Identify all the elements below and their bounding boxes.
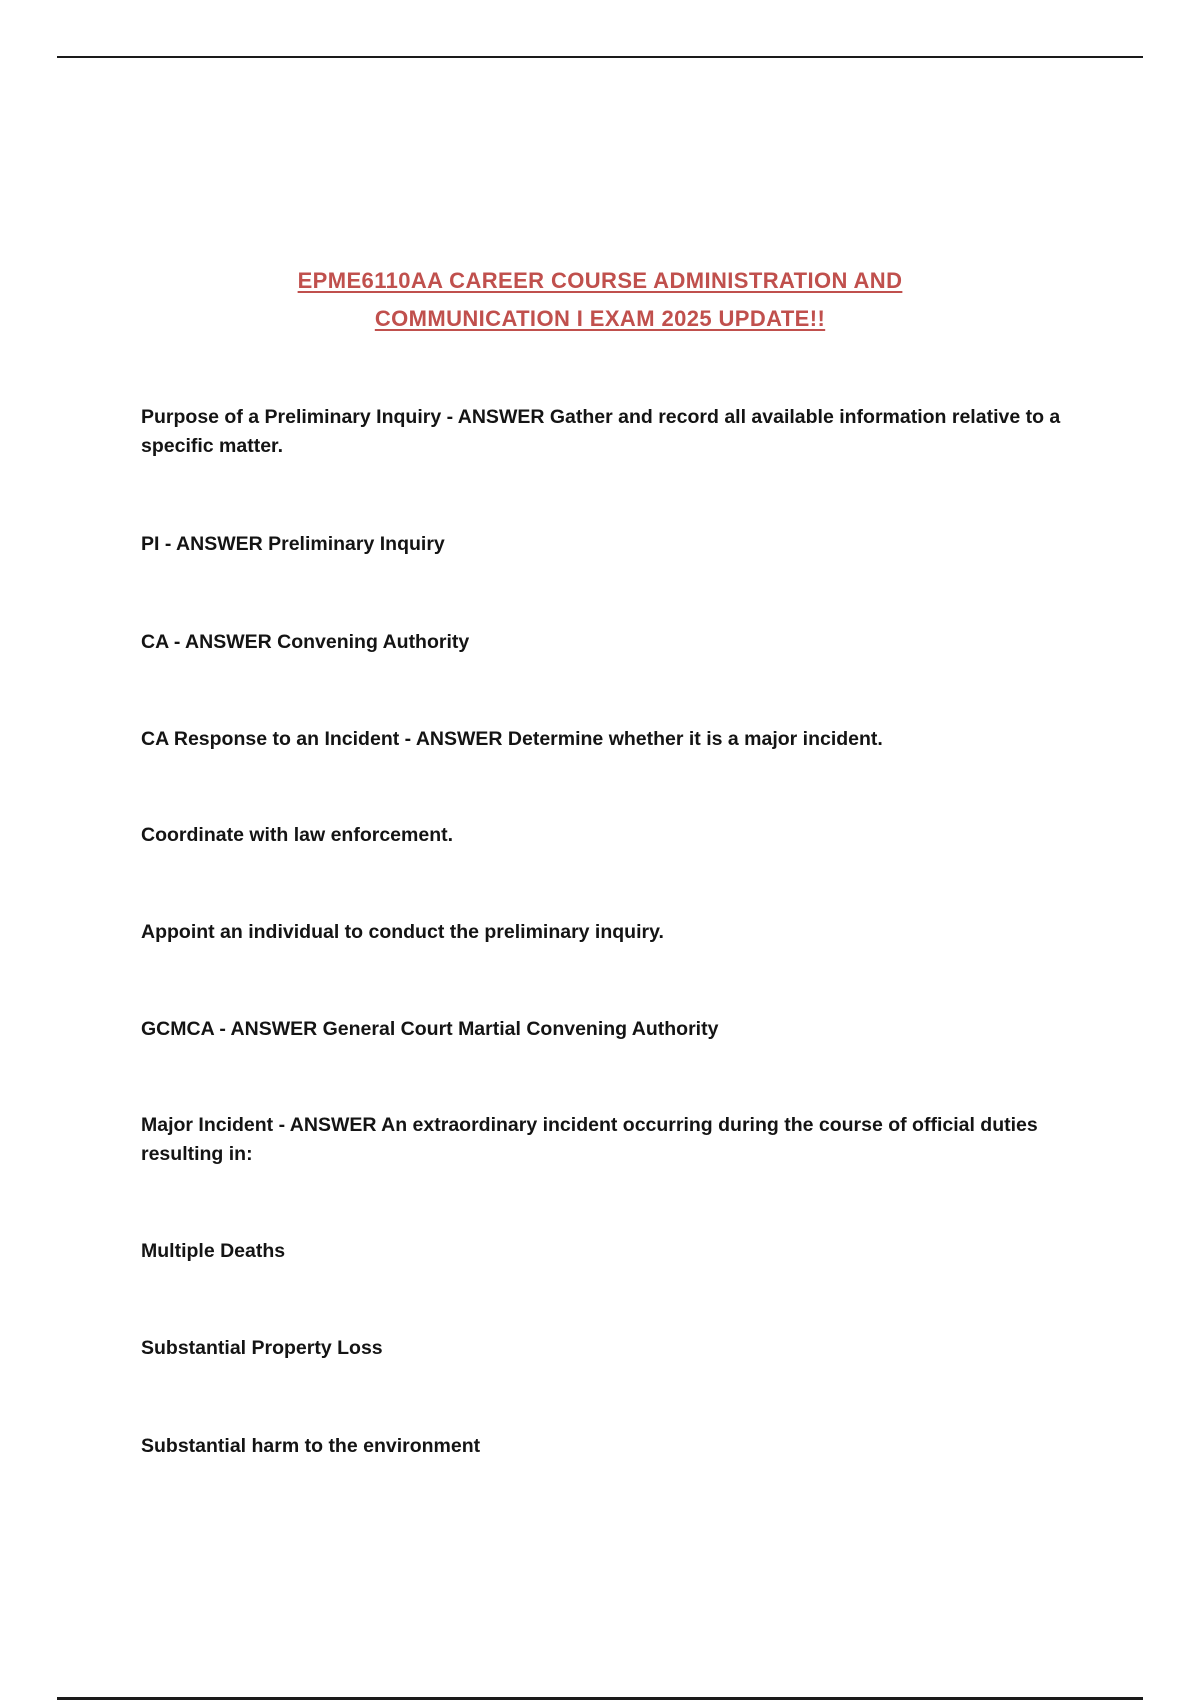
entry-ca-response: CA Response to an Incident - ANSWER Determine whether it is a major incident. [141, 728, 883, 750]
entry-multiple-deaths: Multiple Deaths [141, 1240, 286, 1262]
entry-appoint-individual: Appoint an individual to conduct the preliminary inquiry. [141, 921, 664, 943]
entry-coordinate-law-enforcement: Coordinate with law enforcement. [141, 824, 454, 846]
entry-property-loss: Substantial Property Loss [141, 1337, 383, 1359]
top-rule [57, 56, 1143, 58]
entry-ca: CA - ANSWER Convening Authority [141, 631, 470, 653]
entry-gcmca: GCMCA - ANSWER General Court Martial Convening Authority [141, 1018, 719, 1040]
title-line-2: COMMUNICATION I EXAM 2025 UPDATE!! [374, 306, 826, 331]
entry-pi: PI - ANSWER Preliminary Inquiry [141, 533, 445, 555]
entry-environment-harm: Substantial harm to the environment [141, 1435, 481, 1457]
title-line-1: EPME6110AA CAREER COURSE ADMINISTRATION AND [297, 268, 903, 293]
entry-major-incident: Major Incident - ANSWER An extraordinary incident occurring during the course of official duties resulting in: [141, 1114, 1038, 1165]
document-title [0, 262, 1200, 338]
entry-purpose-preliminary-inquiry: Purpose of a Preliminary Inquiry - ANSWER Gather and record all available information relative to a specific matter. [141, 406, 1061, 457]
